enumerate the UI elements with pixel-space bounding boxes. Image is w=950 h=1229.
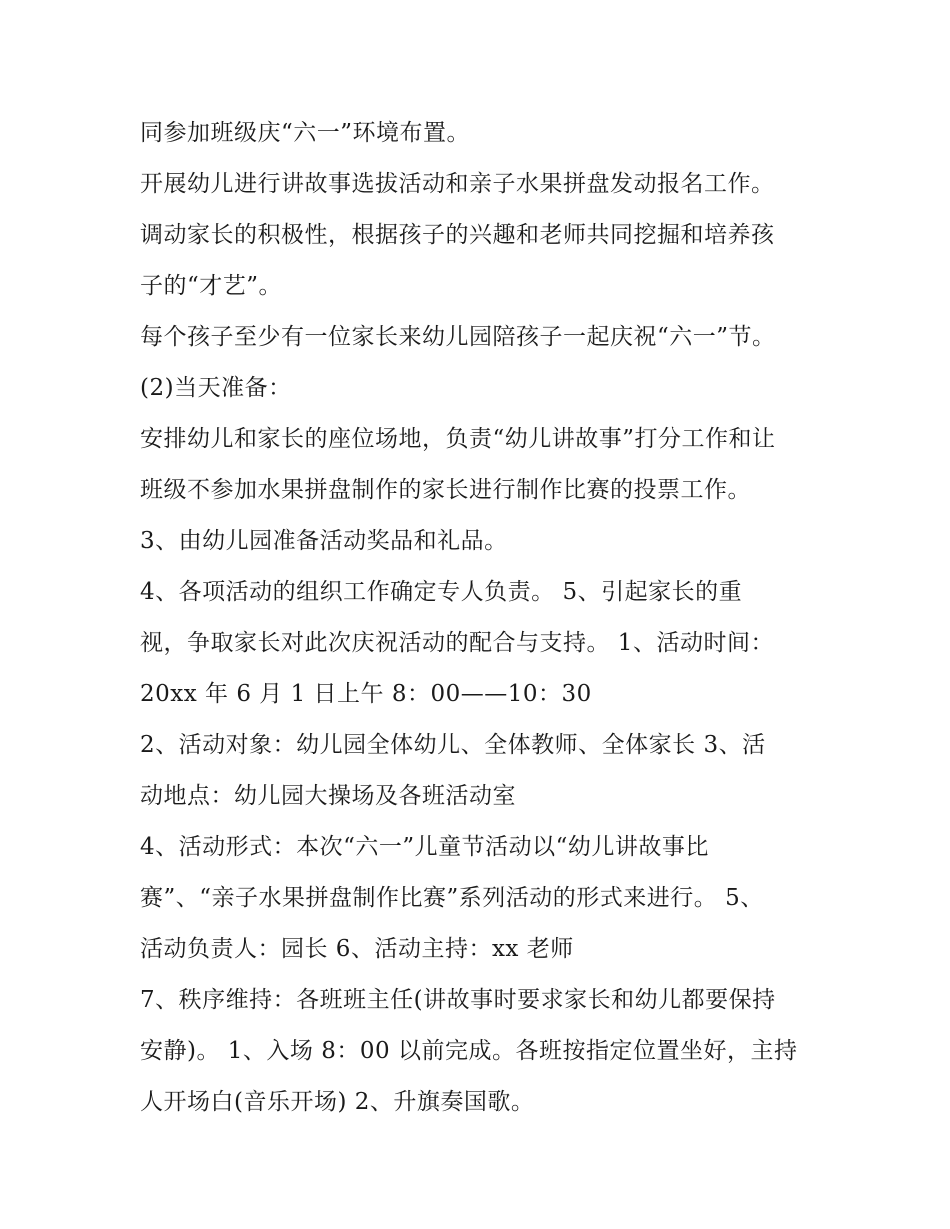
text-line: 20xx 年 6 月 1 日上午 8：00——10：30 xyxy=(140,681,592,707)
text-line: 2、活动对象：幼儿园全体幼儿、全体教师、全体家长 3、活 xyxy=(140,732,766,758)
text-line: 安排幼儿和家长的座位场地，负责“幼儿讲故事”打分工作和让 xyxy=(140,426,776,452)
text-line: (2)当天准备： xyxy=(140,375,292,401)
text-line: 活动负责人：园长 6、活动主持：xx 老师 xyxy=(140,936,574,962)
document-body xyxy=(140,108,820,1128)
text-line: 开展幼儿进行讲故事选拔活动和亲子水果拼盘发动报名工作。 xyxy=(140,171,775,197)
text-line: 子的“才艺”。 xyxy=(140,273,283,299)
text-line: 4、活动形式：本次“六一”儿童节活动以“幼儿讲故事比 xyxy=(140,834,709,860)
text-line: 调动家长的积极性，根据孩子的兴趣和老师共同挖掘和培养孩 xyxy=(140,222,775,248)
text-line: 4、各项活动的组织工作确定专人负责。 5、引起家长的重 xyxy=(140,579,743,605)
text-line: 安静)。 1、入场 8：00 以前完成。各班按指定位置坐好，主持 xyxy=(140,1038,798,1064)
text-line: 班级不参加水果拼盘制作的家长进行制作比赛的投票工作。 xyxy=(140,477,751,503)
text-line: 7、秩序维持：各班班主任(讲故事时要求家长和幼儿都要保持 xyxy=(140,987,776,1013)
text-line: 同参加班级庆“六一”环境布置。 xyxy=(140,120,471,146)
text-line: 赛”、“亲子水果拼盘制作比赛”系列活动的形式来进行。 5、 xyxy=(140,885,764,911)
text-line: 动地点：幼儿园大操场及各班活动室 xyxy=(140,783,516,809)
text-line: 视，争取家长对此次庆祝活动的配合与支持。 1、活动时间： xyxy=(140,630,774,656)
text-line: 人开场白(音乐开场) 2、升旗奏国歌。 xyxy=(140,1089,535,1115)
text-line: 每个孩子至少有一位家长来幼儿园陪孩子一起庆祝“六一”节。 xyxy=(140,324,776,350)
text-line: 3、由幼儿园准备活动奖品和礼品。 xyxy=(140,528,508,554)
